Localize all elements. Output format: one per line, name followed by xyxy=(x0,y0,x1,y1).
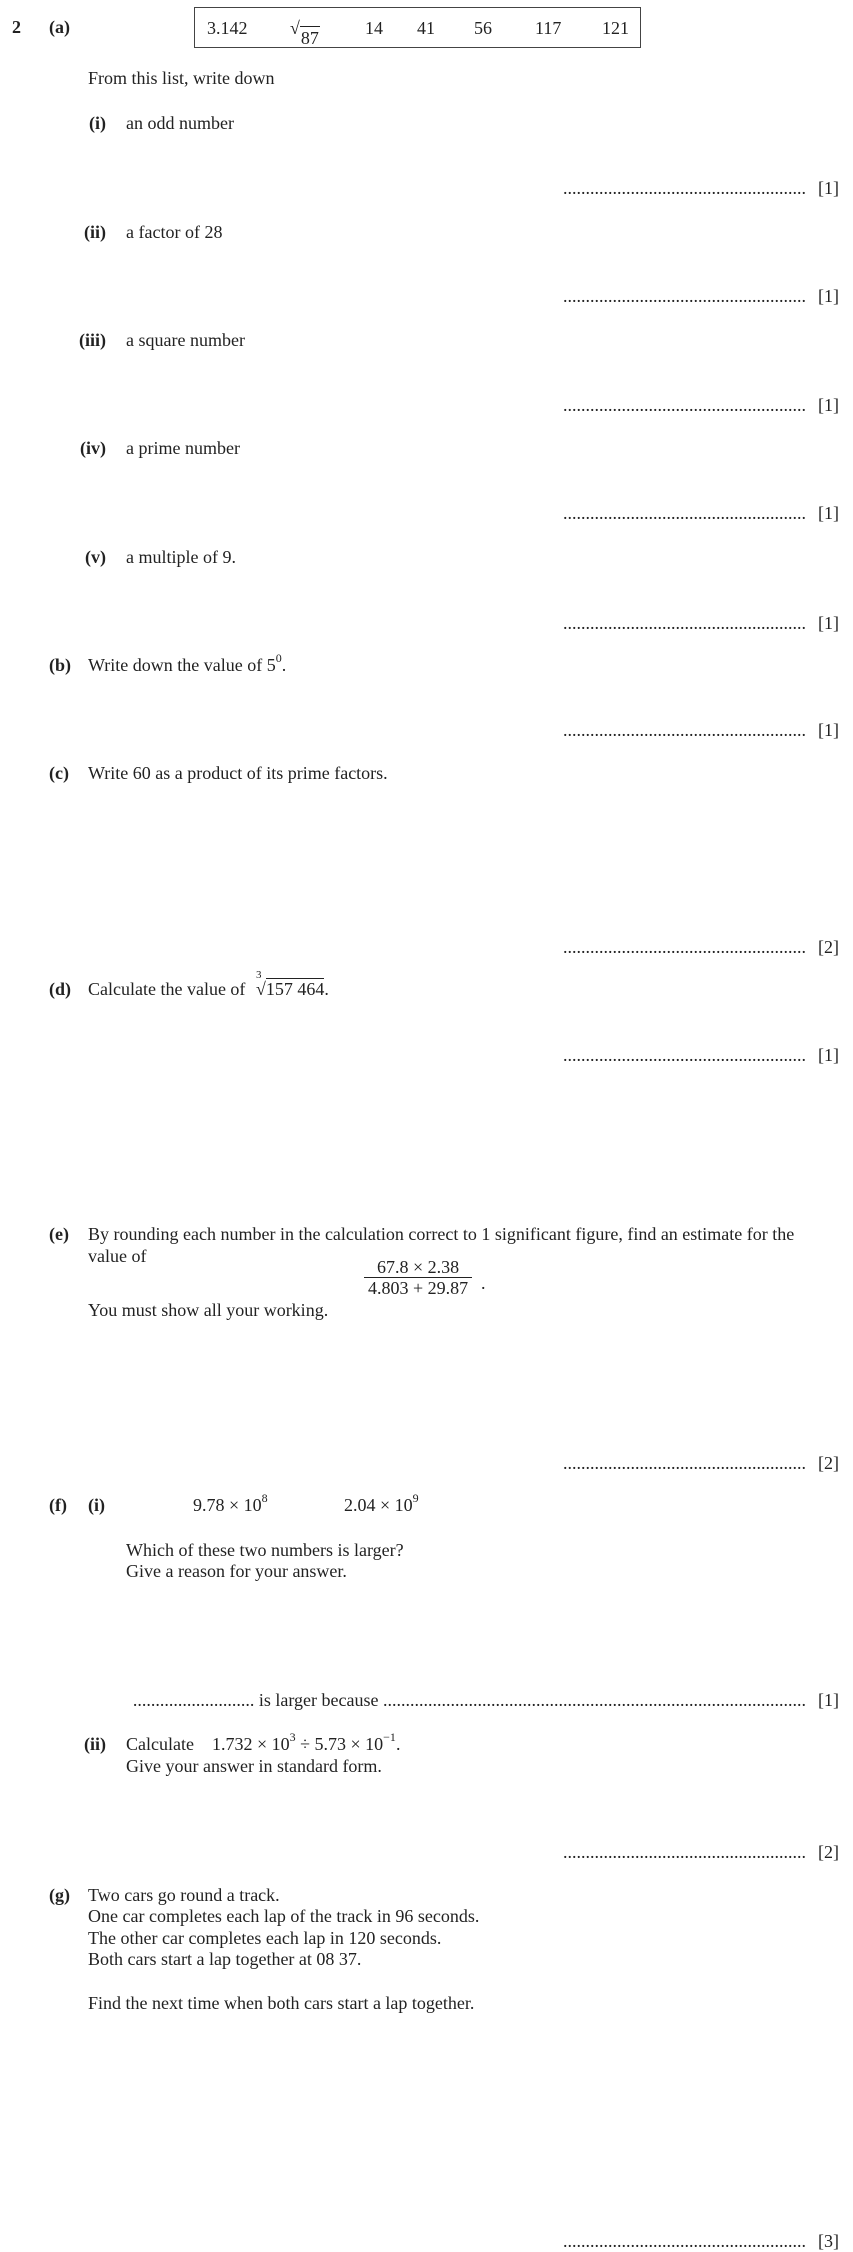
part-g-line3: The other car completes each lap in 120 seconds. xyxy=(88,1928,442,1948)
number-one: $9.78 \times 10^8$ xyxy=(193,1491,268,1515)
mark: [2] xyxy=(818,1453,839,1473)
number-56: 56 xyxy=(474,18,492,38)
part-c-text: Write 60 as a product of its prime factors. xyxy=(88,763,388,783)
number-117: 117 xyxy=(535,18,562,38)
part-a-ii-label: (ii) xyxy=(84,222,106,242)
part-f-label: (f) xyxy=(49,1495,67,1515)
number-two: $2.04 \times 10^9$ xyxy=(344,1491,419,1515)
part-a-i-label: (i) xyxy=(89,113,106,133)
part-a-v-label: (v) xyxy=(85,547,106,567)
part-e-line2: value of xyxy=(88,1246,147,1266)
part-c-label: (c) xyxy=(49,763,69,783)
answer-line-a-iv[interactable]: ...................................................... [1] xyxy=(563,503,839,523)
answer-line-a-i[interactable]: ...................................................... [1] xyxy=(563,178,839,198)
larger-number-blank: ........................... xyxy=(132,1690,255,1710)
part-a-iv-label: (iv) xyxy=(80,438,106,458)
question-number: 2 xyxy=(12,17,21,37)
part-d-label: (d) xyxy=(49,979,71,999)
mark: [1] xyxy=(818,178,839,198)
answer-line-g[interactable]: ...................................................... [3] xyxy=(563,2231,839,2251)
part-a-iv-text: a prime number xyxy=(126,438,240,458)
part-b-text: Write down the value of $5^0$. xyxy=(88,651,287,675)
fraction-numerator: 67.8 × 2.38 xyxy=(364,1257,472,1278)
fraction-period: . xyxy=(481,1273,486,1293)
part-g-label: (g) xyxy=(49,1885,70,1905)
answer-line-e[interactable]: ...................................................... [2] xyxy=(563,1453,839,1473)
answer-line-d[interactable]: ...................................................... [1] xyxy=(563,1045,839,1065)
part-g-question: Find the next time when both cars start a lap together. xyxy=(88,1993,475,2013)
part-f-i-line2: Give a reason for your answer. xyxy=(126,1561,347,1581)
mark: [1] xyxy=(818,286,839,306)
part-e-label: (e) xyxy=(49,1224,69,1244)
answer-line-b[interactable]: ...................................................... [1] xyxy=(563,720,839,740)
number-41: 41 xyxy=(417,18,435,38)
reason-blank: .............................................................................................. xyxy=(383,1690,806,1710)
answer-line-a-iii[interactable]: ...................................................... [1] xyxy=(563,395,839,415)
mark: [1] xyxy=(818,1045,839,1065)
answer-line-c[interactable]: ...................................................... [2] xyxy=(563,937,839,957)
part-f-i-line1: Which of these two numbers is larger? xyxy=(126,1540,404,1560)
mark: [3] xyxy=(818,2231,839,2251)
part-f-ii-label: (ii) xyxy=(84,1734,106,1754)
part-d-text: Calculate the value of 3 √157 464. xyxy=(88,969,329,999)
part-a-intro: From this list, write down xyxy=(88,68,275,88)
number-3142: 3.142 xyxy=(207,18,248,38)
answer-line-f-i[interactable]: ........................... is larger because .............................................................................................. [1] xyxy=(132,1690,839,1710)
answer-line-a-ii[interactable]: ...................................................... [1] xyxy=(563,286,839,306)
mark: [1] xyxy=(818,720,839,740)
part-a-i-text: an odd number xyxy=(126,113,234,133)
number-14: 14 xyxy=(365,18,383,38)
number-list-box xyxy=(194,7,641,48)
fraction-denominator: 4.803 + 29.87 xyxy=(368,1278,469,1298)
mark: [1] xyxy=(818,503,839,523)
number-121: 121 xyxy=(602,18,629,38)
part-g-line1: Two cars go round a track. xyxy=(88,1885,280,1905)
number-sqrt-87: √ 87 xyxy=(290,18,319,48)
part-b-label: (b) xyxy=(49,655,71,675)
part-g-line4: Both cars start a lap together at 08 37. xyxy=(88,1949,362,1969)
estimate-fraction xyxy=(364,1257,472,1298)
part-g-line2: One car completes each lap of the track in 96 seconds. xyxy=(88,1906,480,1926)
part-a-ii-text: a factor of 28 xyxy=(126,222,223,242)
mark: [1] xyxy=(818,1690,839,1710)
part-f-i-label: (i) xyxy=(88,1495,105,1515)
mark: [2] xyxy=(818,1842,839,1862)
answer-line-a-v[interactable]: ...................................................... [1] xyxy=(563,613,839,633)
part-a-label: (a) xyxy=(49,17,70,37)
mark: [1] xyxy=(818,613,839,633)
part-a-v-text: a multiple of 9. xyxy=(126,547,236,567)
part-f-ii-line2: Give your answer in standard form. xyxy=(126,1756,382,1776)
part-a-iii-label: (iii) xyxy=(79,330,106,350)
part-e-line3: You must show all your working. xyxy=(88,1300,329,1320)
part-f-ii-line1: Calculate $1.732 \times 10^3 \div 5.73 \times 10^{-1}$. xyxy=(126,1730,401,1754)
part-a-iii-text: a square number xyxy=(126,330,245,350)
part-e-line1: By rounding each number in the calculation correct to 1 significant figure, find an estimate for the xyxy=(88,1224,795,1244)
mark: [1] xyxy=(818,395,839,415)
answer-line-f-ii[interactable]: ...................................................... [2] xyxy=(563,1842,839,1862)
mark: [2] xyxy=(818,937,839,957)
